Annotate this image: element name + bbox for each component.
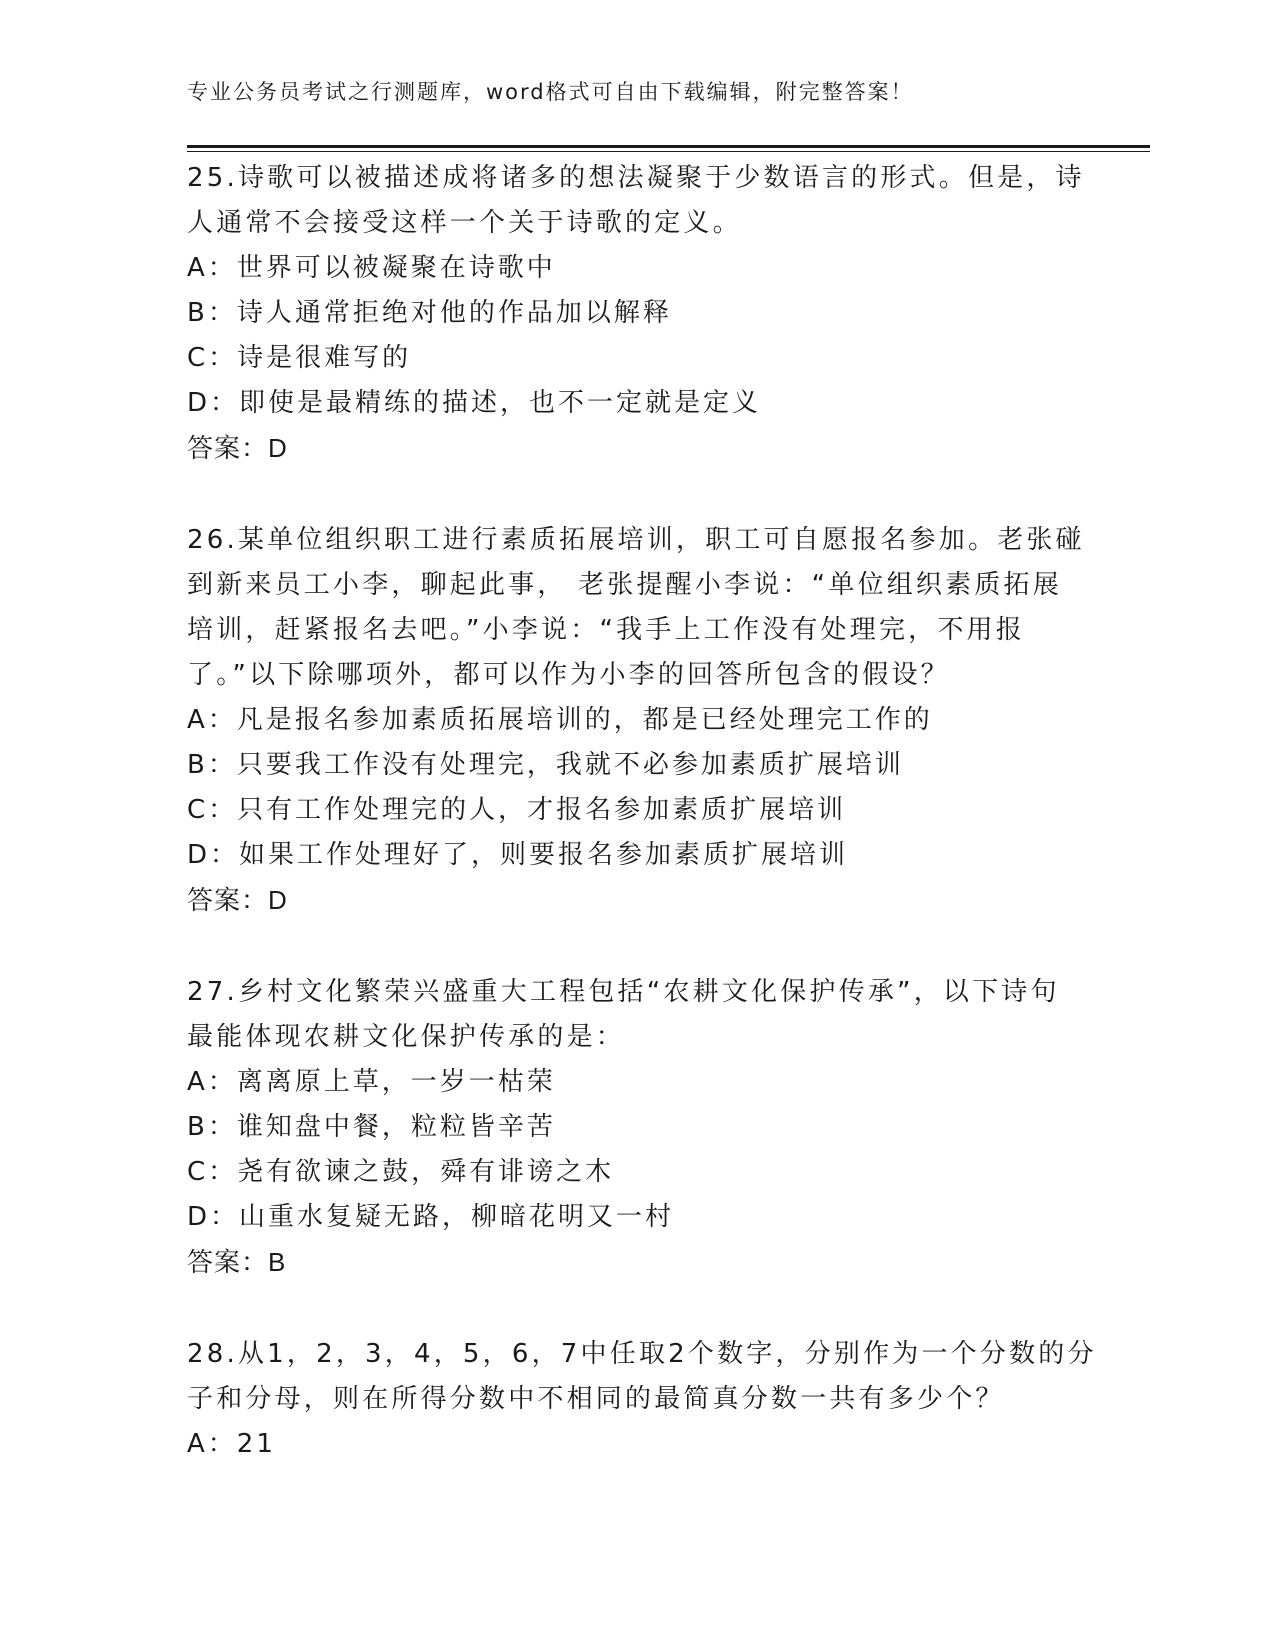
answer-line <box>187 1240 1087 1286</box>
header-divider-thick <box>187 145 1150 148</box>
option-c: C：尧有欲谏之鼓，舜有诽谤之木 <box>187 1157 615 1187</box>
header-divider-thin <box>187 151 1150 152</box>
option-c: C：诗是很难写的 <box>187 343 412 373</box>
option-c: C：只有工作处理完的人，才报名参加素质扩展培训 <box>187 795 847 825</box>
option-a: A：离离原上草，一岁一枯荣 <box>187 1067 556 1097</box>
question-stem <box>187 518 1087 698</box>
stem-line: 了。”以下除哪项外，都可以作为小李的回答所包含的假设？ <box>187 660 950 690</box>
question-list <box>187 156 1097 1513</box>
answer-label: 答案： <box>187 886 269 916</box>
option-d: D：即使是最精练的描述，也不一定就是定义 <box>187 388 762 418</box>
stem-line: 最能体现农耕文化保护传承的是： <box>187 1022 626 1052</box>
question-stem <box>187 970 1087 1060</box>
stem-line: 27.乡村文化繁荣兴盛重大工程包括“农耕文化保护传承”，以下诗句 <box>187 977 1060 1007</box>
option-d: D：如果工作处理好了，则要报名参加素质扩展培训 <box>187 840 849 870</box>
question-28 <box>187 1332 1097 1467</box>
answer-line <box>187 878 1087 924</box>
option-a: A：21 <box>187 1429 276 1459</box>
question-26 <box>187 518 1087 924</box>
question-stem <box>187 156 1087 246</box>
option-d: D：山重水复疑无路，柳暗花明又一村 <box>187 1202 675 1232</box>
option-a: A：世界可以被凝聚在诗歌中 <box>187 253 556 283</box>
option-b: B：只要我工作没有处理完，我就不必参加素质扩展培训 <box>187 750 904 780</box>
stem-line: 到新来员工小李，聊起此事， 老张提醒小李说：“单位组织素质拓展 <box>187 570 1062 600</box>
answer-value: D <box>268 885 288 915</box>
stem-line: 子和分母，则在所得分数中不相同的最简真分数一共有多少个？ <box>187 1384 1005 1414</box>
question-25 <box>187 156 1087 472</box>
answer-value: D <box>268 433 288 463</box>
option-b: B：谁知盘中餐，粒粒皆辛苦 <box>187 1112 556 1142</box>
stem-line: 25.诗歌可以被描述成将诸多的想法凝聚于少数语言的形式。但是，诗 <box>187 163 1085 193</box>
question-stem <box>187 1332 1097 1422</box>
option-a: A：凡是报名参加素质拓展培训的，都是已经处理完工作的 <box>187 705 933 735</box>
answer-label: 答案： <box>187 434 269 464</box>
stem-line: 人通常不会接受这样一个关于诗歌的定义。 <box>187 208 742 238</box>
page-header: 专业公务员考试之行测题库，word格式可自由下载编辑，附完整答案！ <box>187 80 914 104</box>
answer-value: B <box>268 1247 287 1277</box>
question-27 <box>187 970 1087 1286</box>
stem-line: 培训，赶紧报名去吧。”小李说：“我手上工作没有处理完，不用报 <box>187 615 1025 645</box>
stem-line: 26.某单位组织职工进行素质拓展培训，职工可自愿报名参加。老张碰 <box>187 525 1085 555</box>
option-b: B：诗人通常拒绝对他的作品加以解释 <box>187 298 672 328</box>
stem-line: 28.从1，2，3，4，5，6，7中任取2个数字，分别作为一个分数的分 <box>187 1339 1097 1369</box>
answer-label: 答案： <box>187 1248 269 1278</box>
answer-line <box>187 426 1087 472</box>
